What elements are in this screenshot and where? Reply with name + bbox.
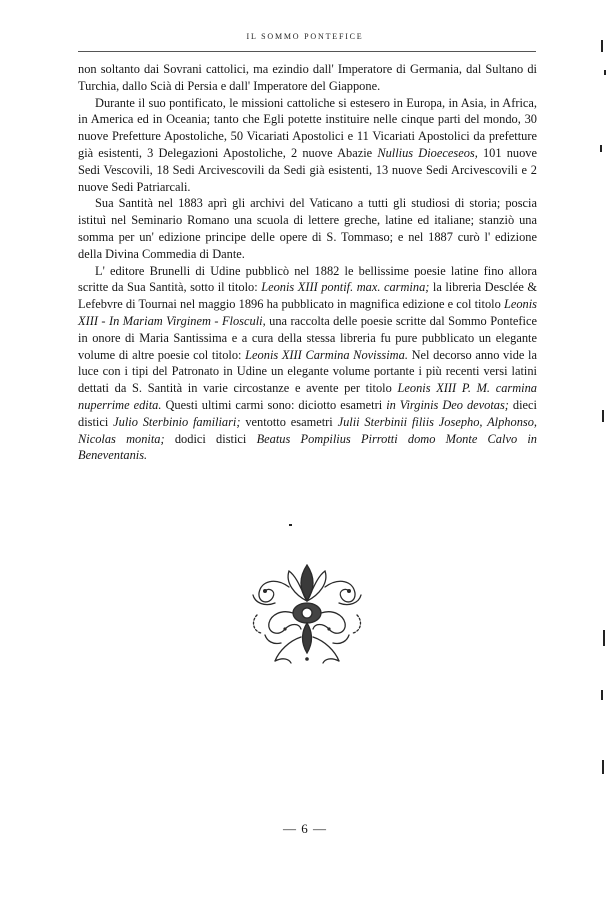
p4-italic-d: Leonis XIII - In Mariam Virginem - Flosculi, bbox=[78, 297, 537, 328]
page-number: — 6 — bbox=[283, 821, 327, 836]
p4-text-c: la libreria Desclée & Lefebvre di Tournai nel maggio 1896 ha pubblicato in magnifica edizione e col titolo bbox=[78, 280, 537, 312]
p4-text-m: ventotto esametri bbox=[240, 414, 338, 429]
p4-italic-n: Julii Sterbinii filiis Josepho, Alphonso, Nicolas monita; bbox=[78, 414, 538, 446]
scan-mark bbox=[600, 145, 602, 152]
p4-text-i: Questi ultimi carmi sono: diciotto esametri bbox=[161, 397, 387, 412]
paragraph-3 bbox=[78, 195, 537, 262]
p2-text-a: Durante il suo pontificato, le missioni cattoliche si estesero in Europa, in Asia, in Africa, in America ed in Oceania; tanto che Egli potette instituire nelle cinque parti del mondo, 30 nuove Prefetture Apostoliche, 50 Vicariati Apostolici e 11 Vicariati Apostolici da prefetture già esistenti, 3 Delegazioni Apostoliche, 2 nuove Abazie bbox=[78, 95, 537, 160]
paragraph-1 bbox=[78, 61, 537, 95]
scan-mark bbox=[601, 40, 603, 52]
header-rule bbox=[78, 51, 536, 52]
scan-mark bbox=[602, 410, 604, 422]
floral-ornament-icon bbox=[245, 557, 369, 667]
paragraph-4 bbox=[78, 263, 537, 465]
running-header: IL SOMMO PONTEFICE bbox=[246, 32, 364, 41]
scan-mark bbox=[603, 630, 605, 646]
p4-italic-p: Beatus Pompilius Pirrotti domo Monte Calvo in Beneventanis. bbox=[78, 431, 537, 463]
p1-text: non soltanto dai Sovrani cattolici, ma ezindio dall' Imperatore di Germania, dal Sultano di Turchia, dallo Scià di Persia e dall' Imperatore del Giappone. bbox=[78, 62, 537, 93]
p4-text-a: L' editore Brunelli di Udine pubblicò nel 1882 le bellissime poesie latine fino allora scritte da Sua Santità, sotto il titolo: bbox=[78, 263, 537, 295]
paragraph-2 bbox=[78, 95, 537, 196]
scan-mark bbox=[602, 760, 604, 774]
scan-mark bbox=[604, 70, 606, 75]
p4-italic-b: Leonis XIII pontif. max. carmina; bbox=[261, 280, 430, 295]
scan-mark bbox=[601, 690, 603, 700]
p2-italic-b: Nullius Dioeceseos, bbox=[377, 145, 478, 160]
body-text bbox=[78, 61, 537, 464]
p4-italic-f: Leonis XIII Carmina Novissima. bbox=[245, 347, 408, 362]
p4-italic-l: Julio Sterbinio familiari; bbox=[113, 414, 241, 429]
p4-italic-h: Leonis XIII P. M. carmina nuperrime edita. bbox=[78, 381, 538, 412]
p4-text-k: dieci distici bbox=[78, 397, 537, 429]
p4-text-o: dodici distici bbox=[164, 431, 257, 446]
p4-italic-j: in Virginis Deo devotas; bbox=[386, 397, 509, 412]
p2-text-c: 101 nuove Sedi Vescovili, 18 Sedi Arcivescovili da Sedi già esistenti, 13 nuove Sedi Arcivescovili e 2 nuove Sedi Patriarcali. bbox=[78, 145, 537, 194]
p4-text-e: una raccolta delle poesie scritte dal Sommo Pontefice in onore di Maria Santissima e a cura della stessa libreria fu pure pubblicato un elegante volume di altre poesie col titolo: bbox=[78, 313, 537, 362]
p3-text: Sua Santità nel 1883 aprì gli archivi del Vaticano a tutti gli studiosi di storia; poscia istituì nel Seminario Romano una scuola di lettere greche, latine ed italiane; stanziò una somma per un' edizione principe delle opere di S. Tommaso; e nel 1887 curò l' edizione della Divina Commedia di Dante. bbox=[78, 196, 537, 261]
p4-text-g: Nel decorso anno vide la luce con i tipi del Patronato in Udine un elegante volume portante i più recenti versi latini dettati da S. Santità in varie circostanze e avente per titolo bbox=[78, 347, 537, 396]
scan-mark bbox=[289, 524, 292, 526]
